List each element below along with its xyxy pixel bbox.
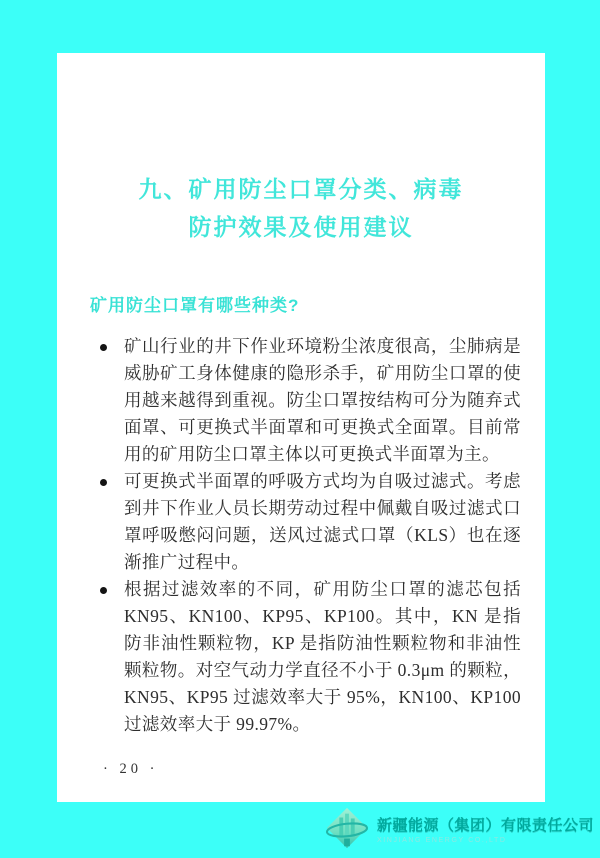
- page-number: · 20 ·: [103, 761, 159, 777]
- page-title-line1: 九、矿用防尘口罩分类、病毒: [138, 177, 464, 202]
- bullet-list: [57, 333, 545, 738]
- page-title: [57, 171, 545, 247]
- company-logo-icon: [324, 806, 370, 852]
- bullet-icon: [100, 344, 107, 351]
- document-sheet: [57, 53, 545, 802]
- bullet-icon: [100, 479, 107, 486]
- bullet-icon: [100, 587, 107, 594]
- company-name-block: [377, 814, 594, 844]
- bullet-text: 矿山行业的井下作业环境粉尘浓度很高，尘肺病是威胁矿工身体健康的隐形杀手，矿用防尘口罩的使用越来越得到重视。防尘口罩按结构可分为随弃式面罩、可更换式半面罩和可更换式全面罩。目前常用的矿用防尘口罩主体以可更换式半面罩为主。: [124, 336, 521, 464]
- section-heading: 矿用防尘口罩有哪些种类?: [90, 296, 300, 315]
- company-watermark: [324, 804, 594, 854]
- bullet-text: 根据过滤效率的不同，矿用防尘口罩的滤芯包括 KN95、KN100、KP95、KP100。其中，KN 是指防非油性颗粒物，KP 是指防油性颗粒物和非油性颗粒物。对空气动力学直径不小于 0.3μm 的颗粒，KN95、KP95 过滤效率大于 95%，KN100、KP100 过滤效率大于 99.97%。: [124, 579, 521, 734]
- list-item: [100, 576, 521, 738]
- list-item: [100, 468, 521, 576]
- page-title-line2: 防护效果及使用建议: [188, 215, 414, 240]
- company-name-en: XINJIANG ENERGY CO.,LTD: [376, 837, 507, 844]
- company-name: 新疆能源（集团）有限责任公司: [376, 817, 594, 834]
- list-item: [100, 333, 521, 468]
- bullet-text: 可更换式半面罩的呼吸方式均为自吸过滤式。考虑到井下作业人员长期劳动过程中佩戴自吸过滤式口罩呼吸憋闷问题，送风过滤式口罩（KLS）也在逐渐推广过程中。: [124, 471, 521, 572]
